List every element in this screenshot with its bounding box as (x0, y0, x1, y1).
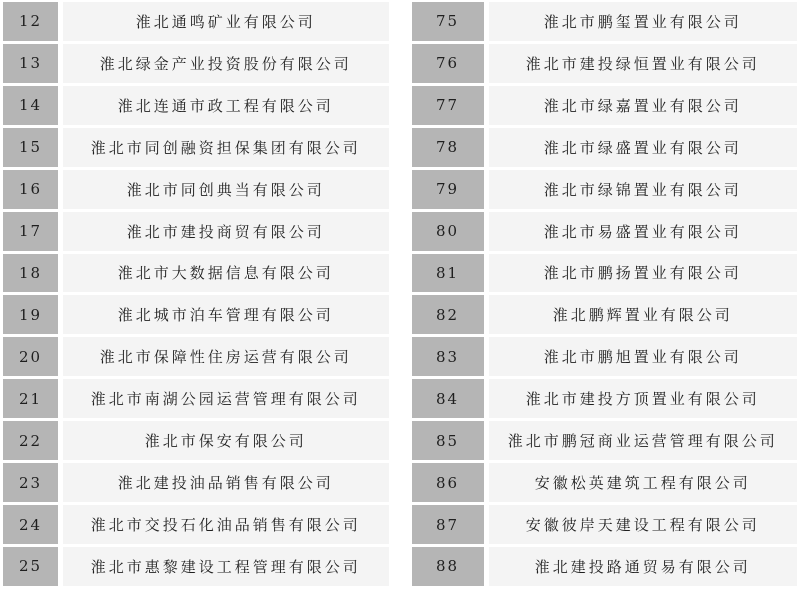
company-name: 淮北市南湖公园运营管理有限公司 (63, 379, 389, 418)
row-number: 25 (3, 547, 58, 586)
row-number: 78 (412, 128, 484, 167)
row-number: 16 (3, 170, 58, 209)
row-number: 18 (3, 254, 58, 293)
row-number: 22 (3, 421, 58, 460)
row-number: 88 (412, 547, 484, 586)
company-name: 淮北市绿嘉置业有限公司 (489, 86, 798, 125)
table-row (412, 128, 798, 167)
company-name: 淮北市保障性住房运营有限公司 (63, 337, 389, 376)
company-name: 淮北市建投商贸有限公司 (63, 212, 389, 251)
company-name: 淮北市建投绿恒置业有限公司 (489, 44, 798, 83)
table-row (412, 337, 798, 376)
company-name: 淮北市保安有限公司 (63, 421, 389, 460)
row-number: 17 (3, 212, 58, 251)
row-number: 87 (412, 505, 484, 544)
company-name: 淮北建投路通贸易有限公司 (489, 547, 798, 586)
row-number: 20 (3, 337, 58, 376)
company-name: 淮北城市泊车管理有限公司 (63, 295, 389, 334)
table-row (412, 421, 798, 460)
table-row (412, 2, 798, 41)
table-row (3, 254, 389, 293)
company-name: 淮北市鹏旭置业有限公司 (489, 337, 798, 376)
table-row (3, 379, 389, 418)
row-number: 21 (3, 379, 58, 418)
company-name: 安徽松英建筑工程有限公司 (489, 463, 798, 502)
table-row (412, 86, 798, 125)
company-name: 淮北市惠黎建设工程管理有限公司 (63, 547, 389, 586)
row-number: 14 (3, 86, 58, 125)
row-number: 23 (3, 463, 58, 502)
table-row (3, 86, 389, 125)
table-row (3, 170, 389, 209)
company-name: 淮北市绿盛置业有限公司 (489, 128, 798, 167)
row-number: 79 (412, 170, 484, 209)
company-name: 淮北市绿锦置业有限公司 (489, 170, 798, 209)
table-row (412, 212, 798, 251)
row-number: 19 (3, 295, 58, 334)
company-name: 淮北鹏辉置业有限公司 (489, 295, 798, 334)
table-row (412, 295, 798, 334)
row-number: 12 (3, 2, 58, 41)
company-name: 淮北市同创典当有限公司 (63, 170, 389, 209)
row-number: 81 (412, 254, 484, 293)
company-name: 淮北建投油品销售有限公司 (63, 463, 389, 502)
company-table-left (3, 2, 389, 586)
table-row (3, 421, 389, 460)
table-row (412, 547, 798, 586)
table-row (3, 212, 389, 251)
row-number: 86 (412, 463, 484, 502)
company-name: 淮北市大数据信息有限公司 (63, 254, 389, 293)
company-name: 淮北市鹏扬置业有限公司 (489, 254, 798, 293)
company-name: 淮北连通市政工程有限公司 (63, 86, 389, 125)
row-number: 80 (412, 212, 484, 251)
table-row (412, 254, 798, 293)
company-name: 淮北市同创融资担保集团有限公司 (63, 128, 389, 167)
company-name: 淮北市建投方顶置业有限公司 (489, 379, 798, 418)
table-row (412, 463, 798, 502)
table-row (412, 170, 798, 209)
company-name: 淮北通鸣矿业有限公司 (63, 2, 389, 41)
row-number: 82 (412, 295, 484, 334)
row-number: 75 (412, 2, 484, 41)
table-row (3, 505, 389, 544)
table-row (412, 44, 798, 83)
row-number: 85 (412, 421, 484, 460)
table-row (3, 337, 389, 376)
company-table-right (412, 2, 798, 586)
table-row (412, 379, 798, 418)
row-number: 84 (412, 379, 484, 418)
table-row (3, 547, 389, 586)
row-number: 83 (412, 337, 484, 376)
row-number: 76 (412, 44, 484, 83)
company-name: 安徽彼岸天建设工程有限公司 (489, 505, 798, 544)
row-number: 13 (3, 44, 58, 83)
company-name: 淮北市鹏玺置业有限公司 (489, 2, 798, 41)
company-name: 淮北市鹏冠商业运营管理有限公司 (489, 421, 798, 460)
table-row (3, 463, 389, 502)
row-number: 24 (3, 505, 58, 544)
table-row (412, 505, 798, 544)
company-name: 淮北绿金产业投资股份有限公司 (63, 44, 389, 83)
table-row (3, 128, 389, 167)
company-name: 淮北市交投石化油品销售有限公司 (63, 505, 389, 544)
table-row (3, 44, 389, 83)
row-number: 15 (3, 128, 58, 167)
table-row (3, 2, 389, 41)
table-row (3, 295, 389, 334)
row-number: 77 (412, 86, 484, 125)
company-name: 淮北市易盛置业有限公司 (489, 212, 798, 251)
